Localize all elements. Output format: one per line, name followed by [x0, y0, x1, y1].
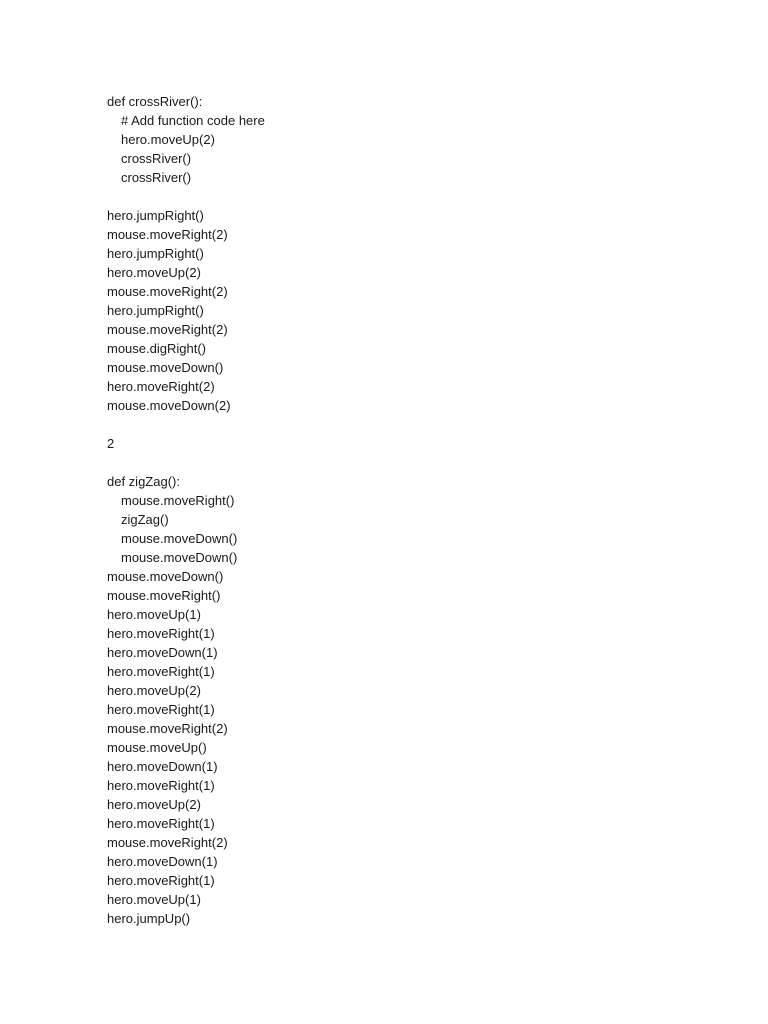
code-line: hero.moveDown(1): [107, 759, 218, 774]
code-line: mouse.moveRight(): [107, 588, 221, 603]
code-line: 2: [107, 436, 115, 451]
blank-line: [107, 415, 265, 434]
code-line: hero.moveRight(1): [107, 702, 215, 717]
code-line: hero.moveUp(1): [107, 607, 201, 622]
code-block: [107, 434, 265, 453]
code-line: mouse.moveDown(2): [107, 398, 231, 413]
code-line: mouse.moveDown(): [107, 360, 224, 375]
code-line: mouse.moveDown(): [121, 550, 238, 565]
code-line: hero.moveRight(1): [107, 664, 215, 679]
code-line: mouse.moveRight(2): [107, 721, 228, 736]
code-line: hero.jumpRight(): [107, 208, 204, 223]
code-line: hero.moveUp(1): [107, 892, 201, 907]
code-line: mouse.moveRight(): [121, 493, 235, 508]
code-line: mouse.moveDown(): [121, 531, 238, 546]
code-line: hero.moveRight(2): [107, 379, 215, 394]
blank-line: [107, 187, 265, 206]
code-line: mouse.moveRight(2): [107, 835, 228, 850]
code-line: mouse.digRight(): [107, 341, 206, 356]
code-line: def crossRiver():: [107, 94, 203, 109]
code-block: [107, 206, 265, 415]
code-line: zigZag(): [121, 512, 169, 527]
code-line: mouse.moveDown(): [107, 569, 224, 584]
code-block: [107, 472, 265, 928]
code-line: hero.moveDown(1): [107, 854, 218, 869]
code-line: # Add function code here: [121, 113, 265, 128]
code-line: hero.moveUp(2): [121, 132, 215, 147]
code-line: hero.moveUp(2): [107, 265, 201, 280]
code-line: mouse.moveRight(2): [107, 284, 228, 299]
code-line: def zigZag():: [107, 474, 180, 489]
code-line: crossRiver(): [121, 151, 192, 166]
code-line: hero.jumpUp(): [107, 911, 191, 926]
code-line: hero.moveRight(1): [107, 816, 215, 831]
code-line: hero.moveRight(1): [107, 626, 215, 641]
code-line: mouse.moveRight(2): [107, 227, 228, 242]
code-line: hero.jumpRight(): [107, 303, 204, 318]
document-body: [107, 92, 265, 928]
code-line: mouse.moveRight(2): [107, 322, 228, 337]
code-line: hero.moveUp(2): [107, 797, 201, 812]
code-line: hero.moveDown(1): [107, 645, 218, 660]
code-line: mouse.moveUp(): [107, 740, 207, 755]
code-line: hero.moveUp(2): [107, 683, 201, 698]
code-line: crossRiver(): [121, 170, 192, 185]
code-line: hero.moveRight(1): [107, 778, 215, 793]
code-line: hero.moveRight(1): [107, 873, 215, 888]
blank-line: [107, 453, 265, 472]
code-line: hero.jumpRight(): [107, 246, 204, 261]
code-block: [107, 92, 265, 187]
